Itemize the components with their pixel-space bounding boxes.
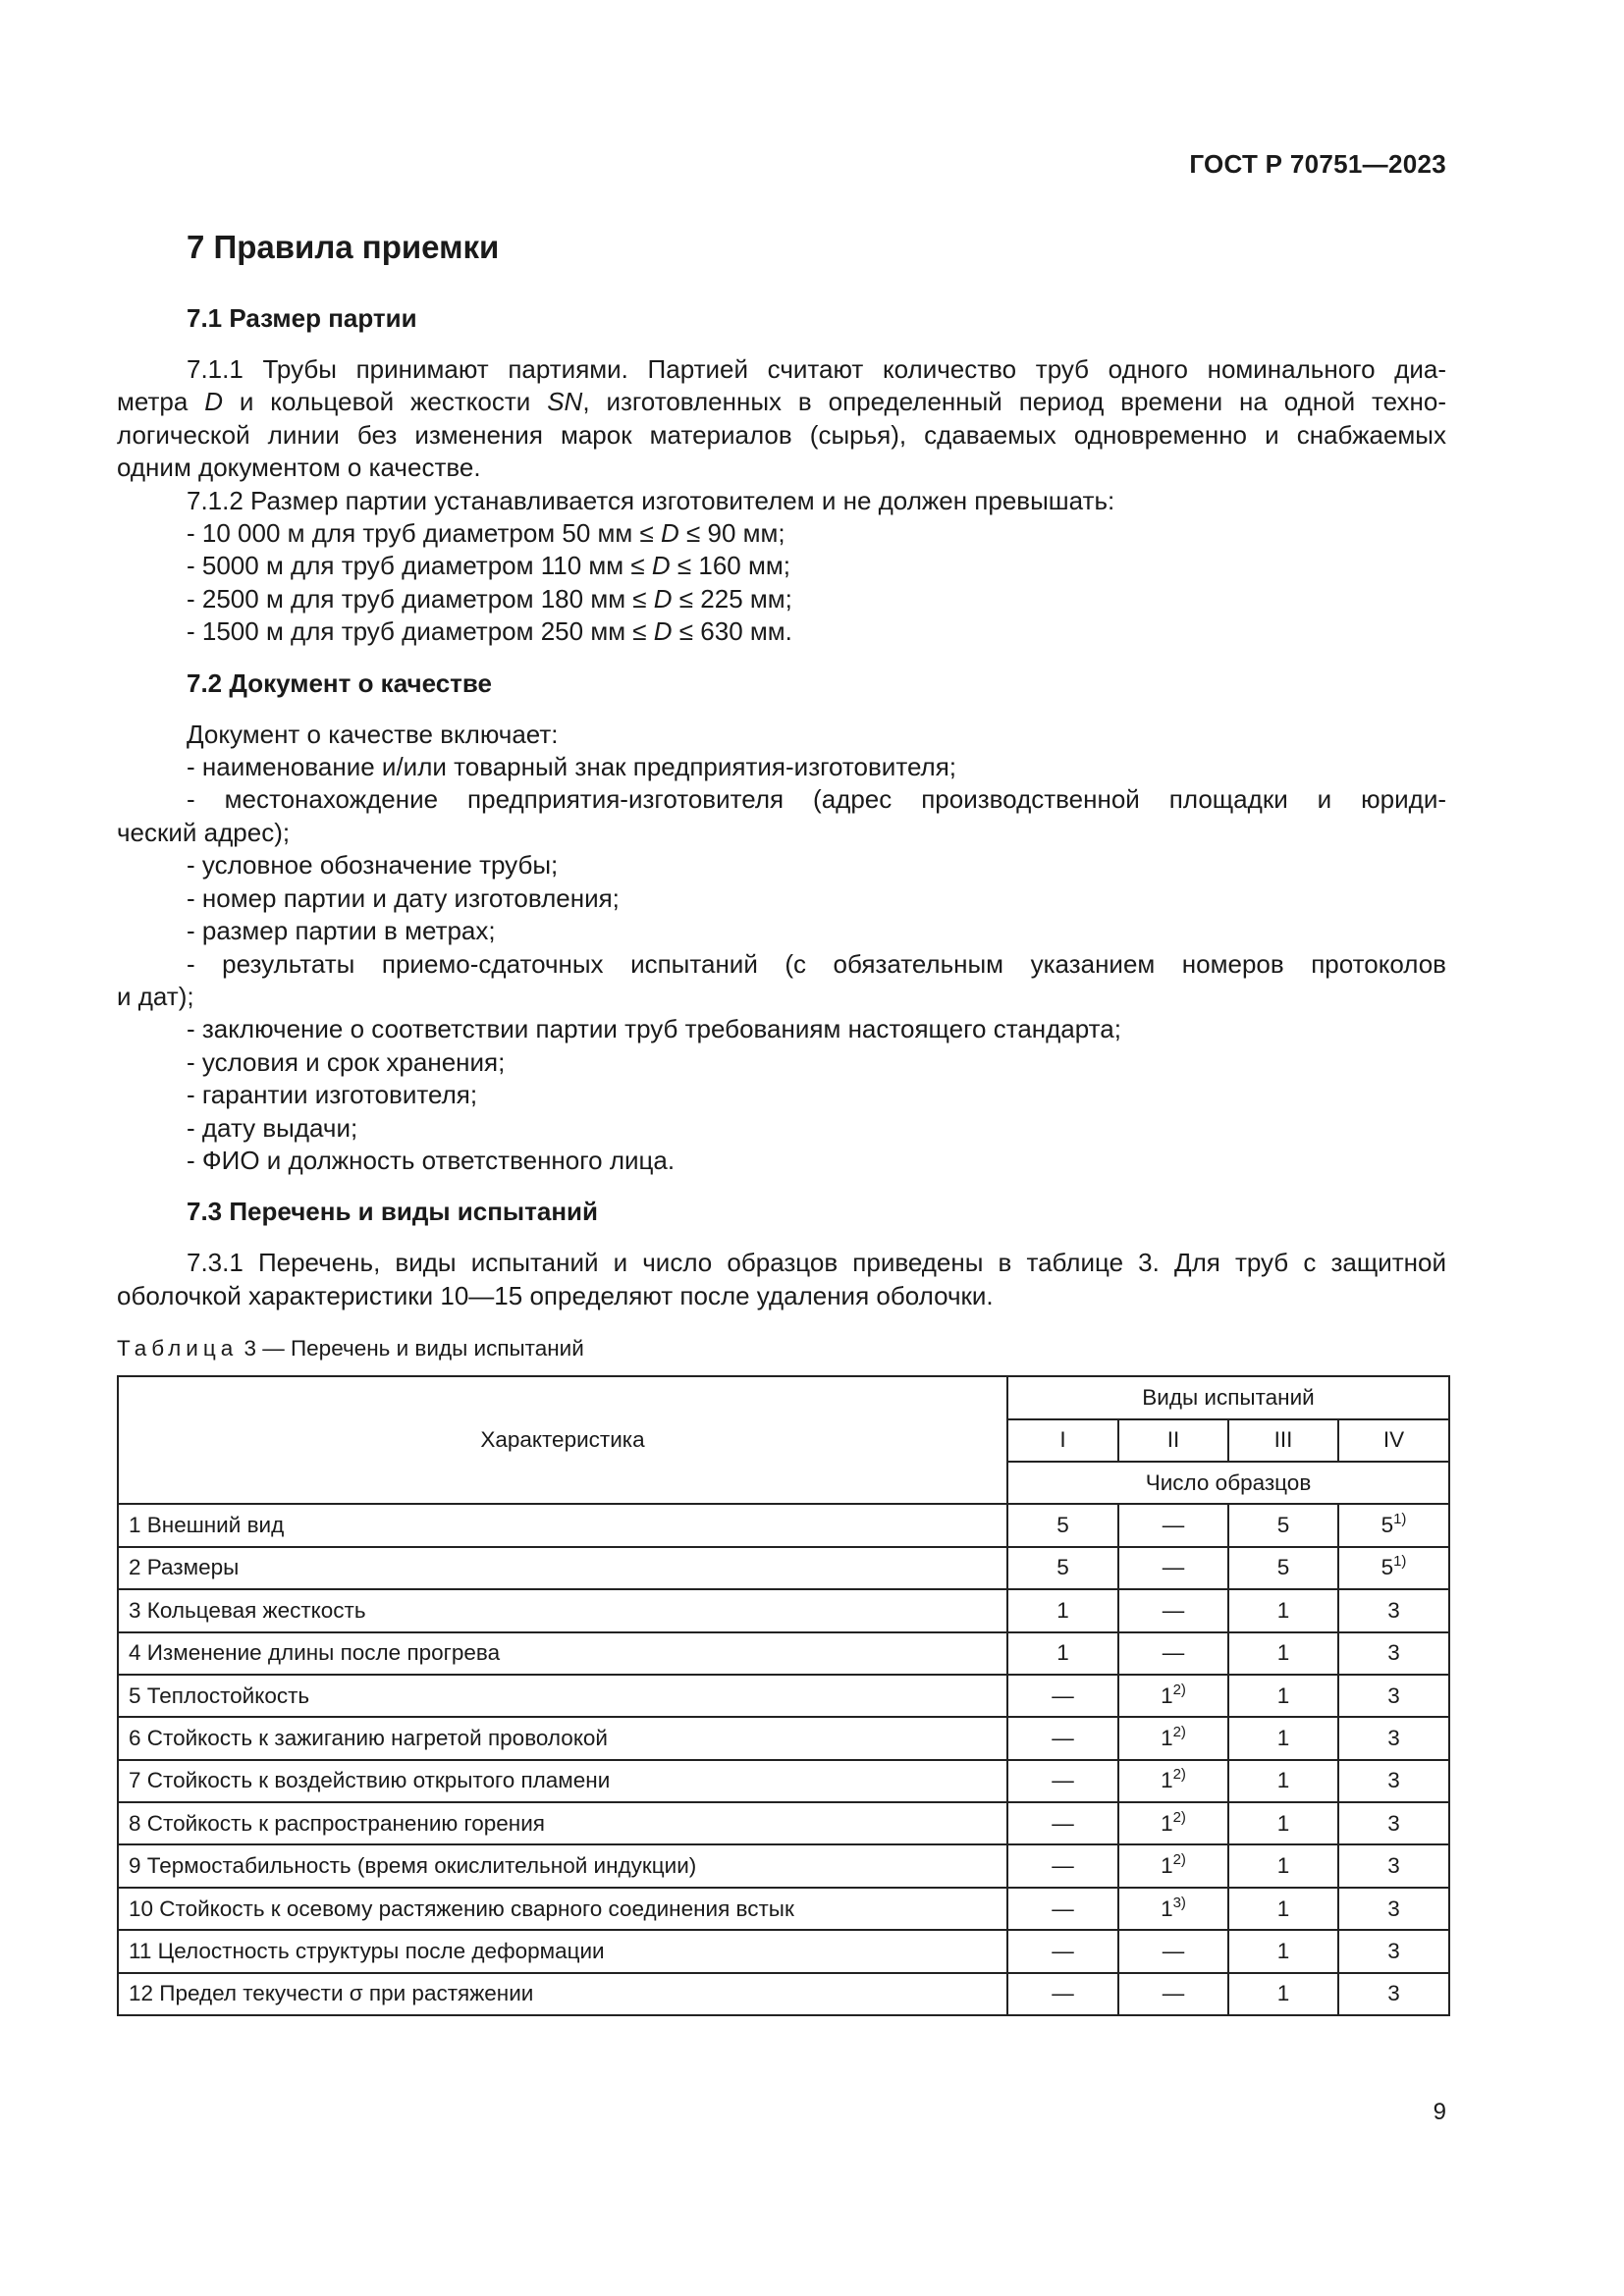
characteristic-cell: 11 Целостность структуры после деформации xyxy=(118,1930,1007,1972)
limit-item: - 10 000 м для труб диаметром 50 мм ≤ D ≤ 90 мм; xyxy=(187,518,785,549)
footnote-ref: 1) xyxy=(1393,1511,1407,1528)
sample-count-type-3-cell: 1 xyxy=(1228,1888,1338,1930)
table-row xyxy=(118,1547,1449,1589)
sample-count-type-2-cell: 1$^{2)}$ xyxy=(1118,1675,1228,1717)
table-row xyxy=(118,1589,1449,1631)
quality-doc-item: - дату выдачи; xyxy=(187,1112,358,1143)
subsection-title-7-2: 7.2 Документ о качестве xyxy=(187,667,493,698)
sample-count-type-4-cell: 3 xyxy=(1338,1717,1449,1759)
sample-count-type-4-cell: 5$^{1)}$ xyxy=(1338,1504,1449,1546)
quality-doc-item: - результаты приемо-сдаточных испытаний (с обязательным указанием номеров протоколов xyxy=(187,948,1446,979)
sample-count-type-3-cell: 1 xyxy=(1228,1760,1338,1802)
table-row xyxy=(118,1675,1449,1717)
sample-count-type-2-cell: — xyxy=(1118,1504,1228,1546)
sample-count-type-1-cell: — xyxy=(1007,1973,1118,2015)
header-type-ii: II xyxy=(1118,1419,1228,1462)
sample-count-type-3-cell: 1 xyxy=(1228,1717,1338,1759)
sample-count-type-1-cell: 5 xyxy=(1007,1547,1118,1589)
quality-doc-item: - условия и срок хранения; xyxy=(187,1046,506,1077)
sample-count-type-4-cell: 3 xyxy=(1338,1930,1449,1972)
quality-doc-item: - ФИО и должность ответственного лица. xyxy=(187,1145,676,1175)
symbol-sn: SN xyxy=(547,387,583,417)
header-sample-count: Число образцов xyxy=(1007,1462,1449,1504)
sample-count-type-4-cell: 3 xyxy=(1338,1675,1449,1717)
characteristic-cell: 4 Изменение длины после прогрева xyxy=(118,1632,1007,1675)
footnote-ref: 1) xyxy=(1393,1553,1407,1571)
sample-count-type-4-cell: 3 xyxy=(1338,1973,1449,2015)
paragraph-7-1-1-line-1: 7.1.1 Трубы принимают партиями. Партией считают количество труб одного номинального диа- xyxy=(187,354,1446,384)
table-row xyxy=(118,1717,1449,1759)
paragraph-7-1-1-line-2: метра D и кольцевой жесткости SN, изготовленных в определенный период времени на одной техно- xyxy=(117,387,1447,417)
sample-count-type-1-cell: — xyxy=(1007,1675,1118,1717)
footnote-ref: 2) xyxy=(1172,1851,1186,1869)
paragraph-7-3-1-line-2: оболочкой характеристики 10—15 определяют после удаления оболочки. xyxy=(117,1280,994,1310)
sample-count-type-2-cell: 1$^{2)}$ xyxy=(1118,1802,1228,1844)
standard-id: ГОСТ Р 70751—2023 xyxy=(1189,149,1446,179)
tests-table xyxy=(117,1375,1450,2016)
page-content xyxy=(117,222,1446,2016)
header-type-iv: IV xyxy=(1338,1419,1449,1462)
quality-doc-intro: Документ о качестве включает: xyxy=(187,719,559,749)
footnote-ref: 2) xyxy=(1172,1808,1186,1826)
sample-count-type-1-cell: 1 xyxy=(1007,1589,1118,1631)
header-test-types: Виды испытаний xyxy=(1007,1376,1449,1418)
paragraph-7-1-1-line-3: логической линии без изменения марок материалов (сырья), сдаваемых одновременно и снабжаемых xyxy=(117,419,1446,450)
quality-doc-item: - наименование и/или товарный знак предприятия-изготовителя; xyxy=(187,752,957,782)
sample-count-type-1-cell: 5 xyxy=(1007,1504,1118,1546)
sample-count-type-2-cell: — xyxy=(1118,1547,1228,1589)
sample-count-type-2-cell: 1$^{2)}$ xyxy=(1118,1760,1228,1802)
subsection-title-7-1: 7.1 Размер партии xyxy=(187,303,417,333)
table-row xyxy=(118,1504,1449,1546)
sample-count-type-4-cell: 3 xyxy=(1338,1632,1449,1675)
table-row xyxy=(118,1844,1449,1887)
sample-count-type-4-cell: 3 xyxy=(1338,1888,1449,1930)
characteristic-cell: 12 Предел текучести σ при растяжении xyxy=(118,1973,1007,2015)
sample-count-type-1-cell: 1 xyxy=(1007,1632,1118,1675)
sample-count-type-2-cell: 1$^{2)}$ xyxy=(1118,1717,1228,1759)
table-row xyxy=(118,1760,1449,1802)
paragraph-7-1-2: 7.1.2 Размер партии устанавливается изготовителем и не должен превышать: xyxy=(187,485,1115,515)
sample-count-type-3-cell: 5 xyxy=(1228,1547,1338,1589)
sample-count-type-4-cell: 3 xyxy=(1338,1844,1449,1887)
quality-doc-item-continued: ческий адрес); xyxy=(117,817,291,847)
paragraph-7-1-1-line-4: одним документом о качестве. xyxy=(117,453,481,483)
quality-doc-item: - гарантии изготовителя; xyxy=(187,1080,478,1110)
quality-doc-item-continued: и дат); xyxy=(117,981,194,1011)
quality-doc-item: - заключение о соответствии партии труб требованиям настоящего стандарта; xyxy=(187,1014,1121,1044)
sample-count-type-2-cell: — xyxy=(1118,1930,1228,1972)
sample-count-type-4-cell: 3 xyxy=(1338,1760,1449,1802)
characteristic-cell: 7 Стойкость к воздействию открытого пламени xyxy=(118,1760,1007,1802)
quality-doc-item: - условное обозначение трубы; xyxy=(187,850,559,881)
sample-count-type-3-cell: 1 xyxy=(1228,1930,1338,1972)
table-row xyxy=(118,1930,1449,1972)
sample-count-type-4-cell: 3 xyxy=(1338,1589,1449,1631)
table-body xyxy=(118,1504,1449,2015)
footnote-ref: 3) xyxy=(1172,1894,1186,1911)
limit-item: - 1500 м для труб диаметром 250 мм ≤ D ≤ 630 мм. xyxy=(187,616,792,647)
characteristic-cell: 6 Стойкость к зажиганию нагретой проволокой xyxy=(118,1717,1007,1759)
characteristic-cell: 1 Внешний вид xyxy=(118,1504,1007,1546)
characteristic-cell: 9 Термостабильность (время окислительной индукции) xyxy=(118,1844,1007,1887)
table-row xyxy=(118,1973,1449,2015)
subsection-title-7-3: 7.3 Перечень и виды испытаний xyxy=(187,1197,598,1227)
sample-count-type-1-cell: — xyxy=(1007,1717,1118,1759)
sample-count-type-2-cell: — xyxy=(1118,1589,1228,1631)
sample-count-type-4-cell: 5$^{1)}$ xyxy=(1338,1547,1449,1589)
sample-count-type-3-cell: 5 xyxy=(1228,1504,1338,1546)
characteristic-cell: 5 Теплостойкость xyxy=(118,1675,1007,1717)
table-header-row xyxy=(118,1376,1449,1418)
section-title: 7 Правила приемки xyxy=(187,229,500,265)
quality-doc-item: - номер партии и дату изготовления; xyxy=(187,882,620,913)
header-type-iii: III xyxy=(1228,1419,1338,1462)
sample-count-type-1-cell: — xyxy=(1007,1844,1118,1887)
sample-count-type-2-cell: — xyxy=(1118,1632,1228,1675)
footnote-ref: 2) xyxy=(1172,1681,1186,1698)
characteristic-cell: 8 Стойкость к распространению горения xyxy=(118,1802,1007,1844)
table-row xyxy=(118,1888,1449,1930)
table-caption-text: 3 — Перечень и виды испытаний xyxy=(238,1336,584,1362)
characteristic-cell: 10 Стойкость к осевому растяжению сварного соединения встык xyxy=(118,1888,1007,1930)
limit-item: - 2500 м для труб диаметром 180 мм ≤ D ≤ 225 мм; xyxy=(187,583,792,614)
header-type-i: I xyxy=(1007,1419,1118,1462)
symbol-d: D xyxy=(204,387,223,417)
sample-count-type-1-cell: — xyxy=(1007,1802,1118,1844)
footnote-ref: 2) xyxy=(1172,1766,1186,1784)
header-characteristic: Характеристика xyxy=(118,1376,1007,1504)
quality-doc-item: - местонахождение предприятия-изготовителя (адрес производственной площадки и юриди- xyxy=(187,784,1446,815)
sample-count-type-1-cell: — xyxy=(1007,1760,1118,1802)
limit-item: - 5000 м для труб диаметром 110 мм ≤ D ≤ 160 мм; xyxy=(187,551,790,581)
footnote-ref: 2) xyxy=(1172,1723,1186,1740)
table-row xyxy=(118,1802,1449,1844)
sample-count-type-4-cell: 3 xyxy=(1338,1802,1449,1844)
table-caption xyxy=(117,1334,1446,1363)
quality-doc-item: - размер партии в метрах; xyxy=(187,916,496,946)
characteristic-cell: 3 Кольцевая жесткость xyxy=(118,1589,1007,1631)
sample-count-type-3-cell: 1 xyxy=(1228,1844,1338,1887)
characteristic-cell: 2 Размеры xyxy=(118,1547,1007,1589)
sample-count-type-1-cell: — xyxy=(1007,1930,1118,1972)
sample-count-type-2-cell: 1$^{2)}$ xyxy=(1118,1844,1228,1887)
table-row xyxy=(118,1632,1449,1675)
sample-count-type-3-cell: 1 xyxy=(1228,1802,1338,1844)
sample-count-type-2-cell: 1$^{3)}$ xyxy=(1118,1888,1228,1930)
sample-count-type-3-cell: 1 xyxy=(1228,1589,1338,1631)
sample-count-type-1-cell: — xyxy=(1007,1888,1118,1930)
sample-count-type-2-cell: — xyxy=(1118,1973,1228,2015)
sample-count-type-3-cell: 1 xyxy=(1228,1675,1338,1717)
paragraph-7-3-1-line-1: 7.3.1 Перечень, виды испытаний и число образцов приведены в таблице 3. Для труб с защитной xyxy=(187,1248,1446,1278)
sample-count-type-3-cell: 1 xyxy=(1228,1973,1338,2015)
page-number: 9 xyxy=(1433,2099,1446,2125)
sample-count-type-3-cell: 1 xyxy=(1228,1632,1338,1675)
table-caption-word: Таблица xyxy=(117,1336,239,1362)
